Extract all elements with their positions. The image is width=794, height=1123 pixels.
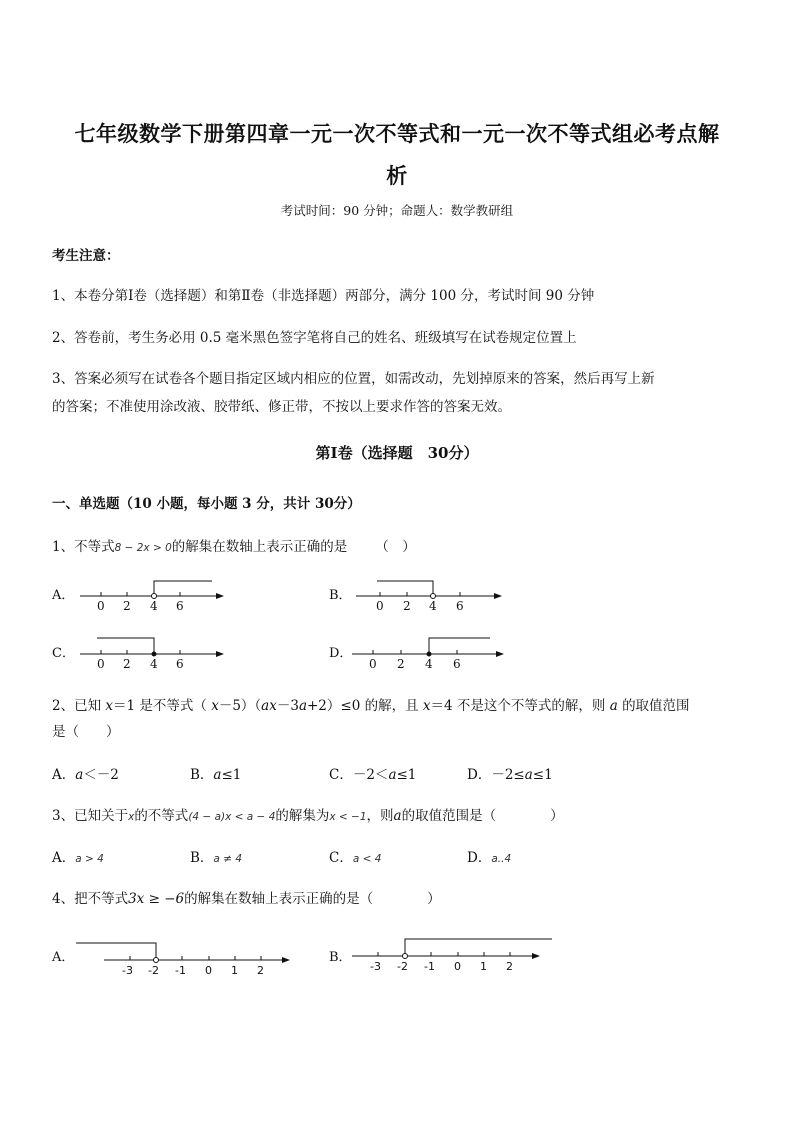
q1-d-tick-2: 2 [397, 657, 405, 671]
q2-option-b[interactable] [190, 763, 241, 783]
q2-option-a-text: ＜－2 [83, 767, 119, 783]
q2-var-x2: x [211, 698, 219, 714]
q4-stem [52, 887, 441, 907]
q4-a-tick-m2: -2 [148, 964, 159, 977]
q1-b-open-dot [431, 594, 436, 599]
q2-stem-line2: 是（ ） [52, 724, 120, 740]
q1-b-tick-0: 0 [376, 599, 384, 613]
q3-option-d-label: D． [467, 850, 492, 866]
q2-option-a-label: A． [52, 767, 76, 783]
q1-option-b-label: B． [329, 588, 352, 603]
q2-option-b-var: a [213, 767, 222, 783]
q4-a-tick-m1: -1 [175, 964, 186, 977]
q4-prefix: 4、把不等式 [52, 891, 129, 907]
q3-option-b-label: B． [190, 850, 214, 866]
q4-b-open-dot [403, 954, 408, 959]
q1-b-tick-2: 2 [403, 599, 411, 613]
doc-title-line1: 七年级数学下册第四章一元一次不等式和一元一次不等式组必考点解 [74, 121, 720, 146]
q2-option-d-label: D． [467, 767, 492, 783]
q2-stem-line1 [52, 694, 690, 714]
q4-a-tick-1: 1 [231, 964, 238, 977]
q2-option-c-text: ≤1 [396, 767, 417, 783]
q2-option-a[interactable] [52, 763, 119, 783]
q2-var-ax: ax [261, 698, 277, 714]
q4-option-b-label: B． [329, 950, 352, 965]
q3-suffix: 的取值范围是（ ） [401, 808, 564, 824]
q4-b-tick-m1: -1 [424, 960, 435, 973]
q4-b-tick-m2: -2 [397, 960, 408, 973]
q3-option-c[interactable] [329, 846, 381, 866]
notice-heading: 考生注意： [52, 248, 120, 264]
q3-option-a-text: a > 4 [75, 853, 104, 865]
q2-text-c: －5）（ [218, 698, 262, 714]
q2-var-x3: x [422, 698, 431, 714]
q3-option-d[interactable] [467, 846, 511, 866]
q2-option-c-pre: －2＜ [352, 767, 389, 783]
q1-option-a-label: A． [52, 588, 75, 603]
q2-text-b: ＝1 是不等式（ [113, 698, 207, 714]
q2-text-a: 2、已知 [52, 698, 102, 714]
q1-c-tick-4: 4 [150, 657, 158, 671]
q4-a-tick-0: 0 [205, 964, 212, 977]
q4-a-open-dot [154, 958, 159, 963]
q1-a-tick-0: 0 [97, 599, 105, 613]
q3-option-b-text: a ≠ 4 [213, 853, 243, 865]
q3-expr: (4 − a)x < a − 4 [188, 811, 276, 823]
q1-d-tick-4: 4 [425, 657, 433, 671]
q2-option-c-label: C． [329, 767, 353, 783]
q1-a-tick-6: 6 [176, 599, 184, 613]
notice-item-3-line2: 的答案；不准使用涂改液、胶带纸、修正带，不按以上要求作答的答案无效。 [52, 399, 511, 415]
q3-solution: x < −1 [329, 811, 367, 823]
q2-option-c-var: a [388, 767, 397, 783]
q3-option-c-label: C． [329, 850, 353, 866]
q1-option-c-axis[interactable] [80, 638, 224, 671]
q1-c-tick-6: 6 [176, 657, 184, 671]
q4-b-tick-m3: -3 [370, 960, 381, 973]
q1-d-tick-6: 6 [453, 657, 461, 671]
q3-mid1: 的不等式 [134, 808, 189, 824]
q2-option-a-var: a [75, 767, 84, 783]
q2-text-f: ＝4 不是这个不等式的解，则 [430, 698, 606, 714]
q1-a-open-dot [152, 594, 157, 599]
q1-c-tick-2: 2 [123, 657, 131, 671]
q2-text-g: 的取值范围 [622, 698, 690, 714]
q3-option-a-label: A． [52, 850, 76, 866]
doc-subtitle: 考试时间：90 分钟；命题人：数学教研组 [280, 203, 514, 218]
q1-c-solid-dot [152, 652, 157, 657]
q1-option-b-axis[interactable] [356, 581, 502, 613]
q1-option-a-axis[interactable] [80, 581, 224, 613]
q1-suffix: 的解集在数轴上表示正确的是 [171, 539, 348, 555]
q4-number-lines [0, 930, 794, 980]
q1-a-tick-2: 2 [123, 599, 131, 613]
q2-var-a3: a [609, 698, 618, 714]
q2-var-a2: a [298, 698, 307, 714]
q1-answer-paren: （ ） [375, 539, 416, 555]
q4-option-a-axis[interactable] [76, 943, 290, 977]
q3-mid2: 的解集为 [275, 808, 330, 824]
q3-prefix: 3、已知关于 [52, 808, 129, 824]
q2-text-e: +2）≤0 的解，且 [307, 698, 419, 714]
q1-a-tick-4: 4 [150, 599, 158, 613]
q1-d-solid-dot [427, 652, 432, 657]
q1-stem [52, 535, 416, 555]
section-title: 第Ⅰ卷（选择题 30分） [315, 444, 479, 462]
q3-option-c-text: a < 4 [352, 853, 382, 865]
part-heading: 一、单选题（10 小题，每小题 3 分，共计 30分） [52, 496, 361, 512]
q2-option-b-label: B． [190, 767, 214, 783]
doc-title-line2: 析 [386, 163, 408, 188]
q2-option-d-pre: －2≤ [491, 767, 525, 783]
notice-item-2: 2、答卷前，考生务必用 0.5 毫米黑色签字笔将自己的姓名、班级填写在试卷规定位置上 [52, 330, 577, 346]
q2-option-b-text: ≤1 [221, 767, 242, 783]
q3-stem [52, 804, 564, 824]
q4-expr: 3x ≥ −6 [128, 891, 185, 907]
q3-var-x: x [128, 811, 135, 823]
q1-option-d-axis[interactable] [352, 638, 504, 671]
q2-text-d: －3 [276, 698, 299, 714]
q4-b-tick-0: 0 [454, 960, 461, 973]
notice-item-3-line1: 3、答案必须写在试卷各个题目指定区域内相应的位置，如需改动，先划掉原来的答案，然后再写上新 [52, 371, 655, 387]
q4-b-tick-2: 2 [506, 960, 513, 973]
q1-c-tick-0: 0 [97, 657, 105, 671]
notice-item-1: 1、本卷分第Ⅰ卷（选择题）和第Ⅱ卷（非选择题）两部分，满分 100 分，考试时间 90 分钟 [52, 288, 595, 304]
q1-option-d-label: D． [329, 646, 353, 661]
q2-option-d[interactable] [467, 763, 553, 783]
q3-var-a: a [393, 808, 402, 824]
q1-expr: 8 − 2x > 0 [114, 542, 172, 554]
q4-a-tick-2: 2 [257, 964, 264, 977]
q3-option-a[interactable] [52, 846, 104, 866]
q4-option-a-label: A． [52, 950, 75, 965]
q2-var-x1: x [105, 698, 114, 714]
q1-prefix: 1、不等式 [52, 539, 115, 555]
q2-option-d-var: a [524, 767, 533, 783]
q1-option-c-label: C． [52, 646, 75, 661]
q1-number-lines [0, 570, 794, 680]
q4-a-tick-m3: -3 [122, 964, 133, 977]
q2-option-d-text: ≤1 [532, 767, 553, 783]
q1-b-tick-6: 6 [456, 599, 464, 613]
q4-suffix: 的解集在数轴上表示正确的是（ ） [184, 891, 441, 907]
q1-d-tick-0: 0 [369, 657, 377, 671]
q3-mid3: ，则 [366, 808, 394, 824]
q3-option-b[interactable] [190, 846, 242, 866]
q4-b-tick-1: 1 [480, 960, 487, 973]
q3-option-d-text: a..4 [491, 853, 512, 865]
q1-b-tick-4: 4 [429, 599, 437, 613]
q4-option-b-axis[interactable] [352, 939, 552, 973]
q2-option-c[interactable] [329, 763, 416, 783]
